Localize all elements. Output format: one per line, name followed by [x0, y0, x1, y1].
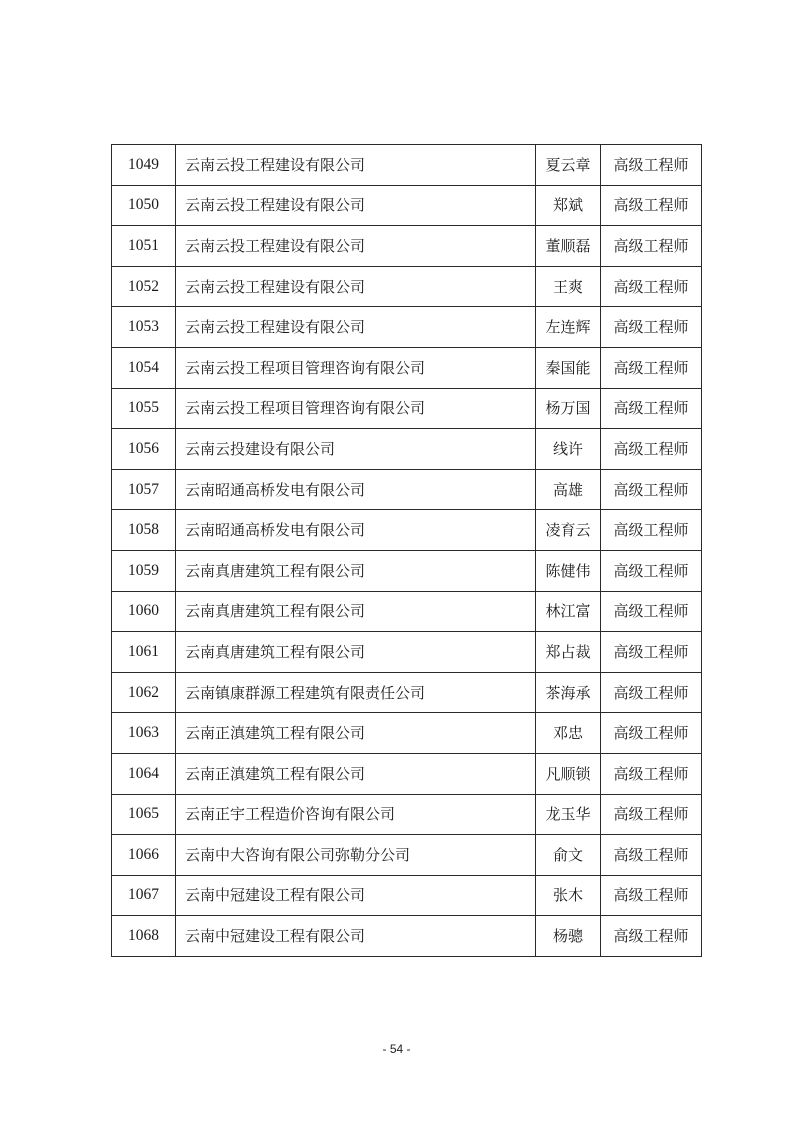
person-name: 夏云章	[536, 145, 601, 186]
row-number: 1057	[112, 469, 176, 510]
job-title: 高级工程师	[601, 307, 702, 348]
person-name: 凡顺锁	[536, 753, 601, 794]
job-title: 高级工程师	[601, 672, 702, 713]
person-name: 线许	[536, 429, 601, 470]
company-name: 云南正滇建筑工程有限公司	[176, 713, 536, 754]
row-number: 1063	[112, 713, 176, 754]
company-name: 云南中冠建设工程有限公司	[176, 916, 536, 957]
company-name: 云南云投工程建设有限公司	[176, 145, 536, 186]
table-row	[112, 266, 702, 307]
person-name: 杨万国	[536, 388, 601, 429]
row-number: 1051	[112, 226, 176, 267]
table-row	[112, 672, 702, 713]
company-name: 云南昭通高桥发电有限公司	[176, 510, 536, 551]
person-name: 郑占裁	[536, 632, 601, 673]
person-name: 董顺磊	[536, 226, 601, 267]
person-name: 秦国能	[536, 347, 601, 388]
company-name: 云南正滇建筑工程有限公司	[176, 753, 536, 794]
company-name: 云南中冠建设工程有限公司	[176, 875, 536, 916]
person-name: 龙玉华	[536, 794, 601, 835]
job-title: 高级工程师	[601, 145, 702, 186]
table-row	[112, 510, 702, 551]
job-title: 高级工程师	[601, 347, 702, 388]
table-row	[112, 145, 702, 186]
company-name: 云南镇康群源工程建筑有限责任公司	[176, 672, 536, 713]
row-number: 1056	[112, 429, 176, 470]
person-name: 林江富	[536, 591, 601, 632]
table-row	[112, 429, 702, 470]
person-name: 王爽	[536, 266, 601, 307]
company-name: 云南云投建设有限公司	[176, 429, 536, 470]
person-name: 邓忠	[536, 713, 601, 754]
table-row	[112, 226, 702, 267]
person-name: 杨骢	[536, 916, 601, 957]
company-name: 云南正宇工程造价咨询有限公司	[176, 794, 536, 835]
person-name: 左连辉	[536, 307, 601, 348]
table-row	[112, 835, 702, 876]
company-name: 云南云投工程建设有限公司	[176, 185, 536, 226]
company-name: 云南昭通高桥发电有限公司	[176, 469, 536, 510]
row-number: 1061	[112, 632, 176, 673]
person-name: 俞文	[536, 835, 601, 876]
engineer-list-table	[111, 144, 702, 957]
job-title: 高级工程师	[601, 794, 702, 835]
table-row	[112, 794, 702, 835]
table-row	[112, 347, 702, 388]
company-name: 云南中大咨询有限公司弥勒分公司	[176, 835, 536, 876]
company-name: 云南真唐建筑工程有限公司	[176, 591, 536, 632]
table-row	[112, 875, 702, 916]
row-number: 1058	[112, 510, 176, 551]
job-title: 高级工程师	[601, 632, 702, 673]
table-row	[112, 185, 702, 226]
company-name: 云南真唐建筑工程有限公司	[176, 632, 536, 673]
job-title: 高级工程师	[601, 550, 702, 591]
row-number: 1066	[112, 835, 176, 876]
company-name: 云南云投工程建设有限公司	[176, 226, 536, 267]
table-row	[112, 307, 702, 348]
document-sheet	[111, 144, 690, 957]
job-title: 高级工程师	[601, 875, 702, 916]
row-number: 1055	[112, 388, 176, 429]
person-name: 凌育云	[536, 510, 601, 551]
page-number: - 54 -	[382, 1042, 411, 1056]
job-title: 高级工程师	[601, 185, 702, 226]
row-number: 1068	[112, 916, 176, 957]
row-number: 1064	[112, 753, 176, 794]
table-row	[112, 550, 702, 591]
row-number: 1053	[112, 307, 176, 348]
table-row	[112, 753, 702, 794]
person-name: 张木	[536, 875, 601, 916]
job-title: 高级工程师	[601, 388, 702, 429]
table-body	[112, 145, 702, 957]
row-number: 1067	[112, 875, 176, 916]
table-row	[112, 632, 702, 673]
company-name: 云南云投工程建设有限公司	[176, 307, 536, 348]
table-row	[112, 469, 702, 510]
row-number: 1049	[112, 145, 176, 186]
table-row	[112, 713, 702, 754]
person-name: 陈健伟	[536, 550, 601, 591]
job-title: 高级工程师	[601, 591, 702, 632]
company-name: 云南云投工程项目管理咨询有限公司	[176, 347, 536, 388]
row-number: 1065	[112, 794, 176, 835]
company-name: 云南云投工程建设有限公司	[176, 266, 536, 307]
job-title: 高级工程师	[601, 510, 702, 551]
row-number: 1062	[112, 672, 176, 713]
job-title: 高级工程师	[601, 753, 702, 794]
job-title: 高级工程师	[601, 266, 702, 307]
row-number: 1060	[112, 591, 176, 632]
person-name: 高雄	[536, 469, 601, 510]
table-row	[112, 916, 702, 957]
table-row	[112, 388, 702, 429]
person-name: 茶海承	[536, 672, 601, 713]
row-number: 1059	[112, 550, 176, 591]
job-title: 高级工程师	[601, 226, 702, 267]
job-title: 高级工程师	[601, 916, 702, 957]
person-name: 郑斌	[536, 185, 601, 226]
row-number: 1054	[112, 347, 176, 388]
job-title: 高级工程师	[601, 469, 702, 510]
row-number: 1050	[112, 185, 176, 226]
company-name: 云南真唐建筑工程有限公司	[176, 550, 536, 591]
job-title: 高级工程师	[601, 713, 702, 754]
table-row	[112, 591, 702, 632]
row-number: 1052	[112, 266, 176, 307]
job-title: 高级工程师	[601, 429, 702, 470]
company-name: 云南云投工程项目管理咨询有限公司	[176, 388, 536, 429]
job-title: 高级工程师	[601, 835, 702, 876]
